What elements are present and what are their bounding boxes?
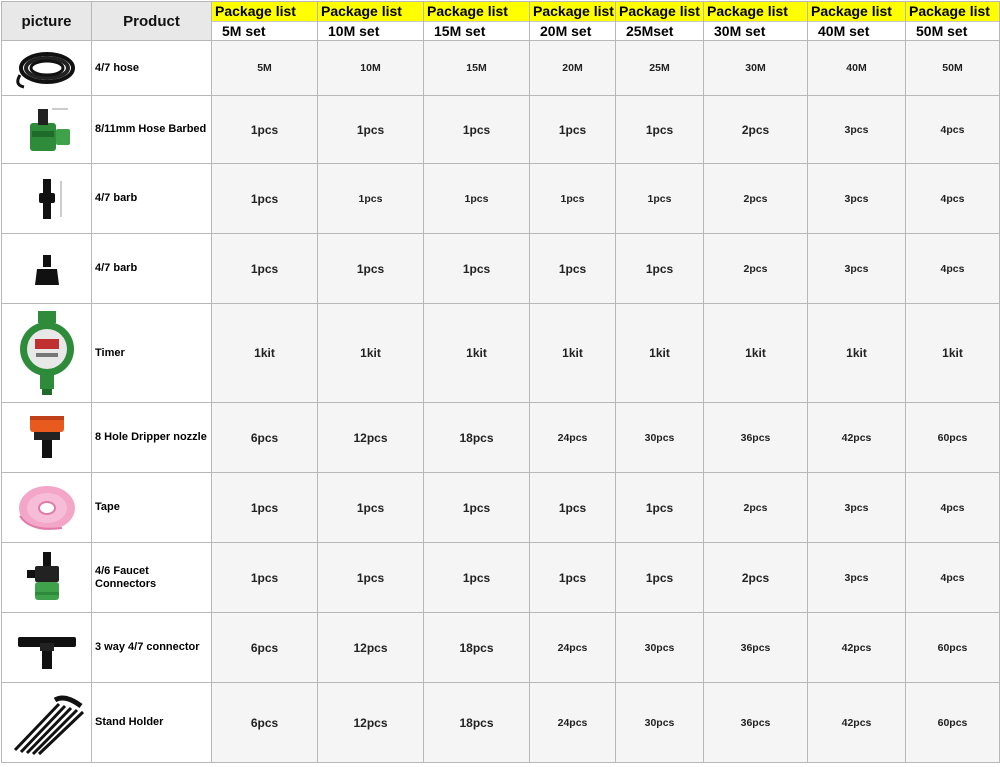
header-row — [2, 2, 1000, 41]
package-list-label: Package list — [212, 2, 317, 22]
product-name: Tape — [92, 473, 212, 543]
quantity-cell: 60pcs — [906, 683, 1000, 763]
quantity-cell: 6pcs — [212, 403, 318, 473]
quantity-cell: 18pcs — [424, 403, 530, 473]
table-row — [2, 403, 1000, 473]
quantity-cell: 1kit — [808, 304, 906, 403]
product-name: 8/11mm Hose Barbed — [92, 96, 212, 164]
quantity-cell: 2pcs — [704, 543, 808, 613]
quantity-cell: 36pcs — [704, 613, 808, 683]
picture-cell — [2, 304, 92, 403]
quantity-cell: 1pcs — [318, 543, 424, 613]
table-row — [2, 304, 1000, 403]
table-row — [2, 234, 1000, 304]
quantity-cell: 1pcs — [616, 96, 704, 164]
quantity-cell: 20M — [530, 41, 616, 96]
quantity-cell: 30M — [704, 41, 808, 96]
quantity-cell: 15M — [424, 41, 530, 96]
quantity-cell: 30pcs — [616, 403, 704, 473]
water-timer-icon — [2, 309, 91, 397]
set-column-header-10m — [318, 2, 424, 41]
package-list-label: Package list — [616, 2, 703, 22]
set-column-header-15m — [424, 2, 530, 41]
quantity-cell: 3pcs — [808, 543, 906, 613]
set-column-header-30m — [704, 2, 808, 41]
quantity-cell: 18pcs — [424, 683, 530, 763]
set-size-label: 50M set — [906, 22, 999, 40]
package-list-label: Package list — [704, 2, 807, 22]
product-name: 4/7 hose — [92, 41, 212, 96]
quantity-cell: 1pcs — [530, 473, 616, 543]
quantity-cell: 1pcs — [212, 96, 318, 164]
hose-coil-icon — [2, 45, 91, 91]
quantity-cell: 4pcs — [906, 543, 1000, 613]
quantity-cell: 42pcs — [808, 683, 906, 763]
quantity-cell: 42pcs — [808, 403, 906, 473]
barb-connector-icon — [2, 169, 91, 229]
picture-cell — [2, 683, 92, 763]
package-list-table — [1, 1, 1000, 763]
picture-cell — [2, 164, 92, 234]
picture-column-header: picture — [2, 2, 92, 41]
quantity-cell: 36pcs — [704, 403, 808, 473]
set-column-header-5m — [212, 2, 318, 41]
quantity-cell: 1pcs — [530, 164, 616, 234]
product-name: Timer — [92, 304, 212, 403]
quantity-cell: 1kit — [530, 304, 616, 403]
picture-cell — [2, 403, 92, 473]
quantity-cell: 60pcs — [906, 613, 1000, 683]
product-name: 3 way 4/7 connector — [92, 613, 212, 683]
quantity-cell: 1pcs — [318, 96, 424, 164]
quantity-cell: 1pcs — [212, 234, 318, 304]
quantity-cell: 5M — [212, 41, 318, 96]
package-list-label: Package list — [906, 2, 999, 22]
quantity-cell: 1kit — [906, 304, 1000, 403]
quantity-cell: 1pcs — [318, 473, 424, 543]
product-column-header: Product — [92, 2, 212, 41]
quantity-cell: 12pcs — [318, 683, 424, 763]
quantity-cell: 24pcs — [530, 683, 616, 763]
quantity-cell: 1pcs — [616, 543, 704, 613]
quantity-cell: 12pcs — [318, 403, 424, 473]
quantity-cell: 2pcs — [704, 164, 808, 234]
quantity-cell: 40M — [808, 41, 906, 96]
picture-cell — [2, 96, 92, 164]
table-row — [2, 41, 1000, 96]
table-row — [2, 683, 1000, 763]
quantity-cell: 1kit — [212, 304, 318, 403]
tape-roll-icon — [2, 478, 91, 538]
set-size-label: 25Mset — [616, 22, 703, 40]
quantity-cell: 24pcs — [530, 403, 616, 473]
quantity-cell: 1pcs — [212, 164, 318, 234]
quantity-cell: 1kit — [704, 304, 808, 403]
quantity-cell: 1pcs — [424, 473, 530, 543]
set-column-header-25m — [616, 2, 704, 41]
set-size-label: 20M set — [530, 22, 615, 40]
quantity-cell: 50M — [906, 41, 1000, 96]
quantity-cell: 1pcs — [424, 234, 530, 304]
product-name: 4/7 barb — [92, 164, 212, 234]
quantity-cell: 30pcs — [616, 613, 704, 683]
set-size-label: 40M set — [808, 22, 905, 40]
table-row — [2, 613, 1000, 683]
quantity-cell: 4pcs — [906, 96, 1000, 164]
quantity-cell: 1pcs — [424, 543, 530, 613]
tee-connector-icon — [2, 623, 91, 673]
quantity-cell: 1kit — [616, 304, 704, 403]
quantity-cell: 42pcs — [808, 613, 906, 683]
set-column-header-50m — [906, 2, 1000, 41]
set-size-label: 10M set — [318, 22, 423, 40]
picture-cell — [2, 234, 92, 304]
quantity-cell: 1pcs — [616, 473, 704, 543]
quantity-cell: 12pcs — [318, 613, 424, 683]
product-name: 4/7 barb — [92, 234, 212, 304]
quantity-cell: 2pcs — [704, 473, 808, 543]
quantity-cell: 2pcs — [704, 96, 808, 164]
set-column-header-40m — [808, 2, 906, 41]
quantity-cell: 10M — [318, 41, 424, 96]
quantity-cell: 4pcs — [906, 473, 1000, 543]
picture-cell — [2, 473, 92, 543]
set-size-label: 15M set — [424, 22, 529, 40]
quantity-cell: 1pcs — [616, 164, 704, 234]
quantity-cell: 1pcs — [212, 543, 318, 613]
set-size-label: 5M set — [212, 22, 317, 40]
table-row — [2, 473, 1000, 543]
picture-cell — [2, 41, 92, 96]
barb-plug-icon — [2, 239, 91, 299]
quantity-cell: 3pcs — [808, 473, 906, 543]
quantity-cell: 18pcs — [424, 613, 530, 683]
package-list-label: Package list — [808, 2, 905, 22]
quantity-cell: 3pcs — [808, 96, 906, 164]
quantity-cell: 4pcs — [906, 164, 1000, 234]
product-name: 8 Hole Dripper nozzle — [92, 403, 212, 473]
package-list-label: Package list — [424, 2, 529, 22]
quantity-cell: 2pcs — [704, 234, 808, 304]
faucet-connector-icon — [2, 548, 91, 608]
quantity-cell: 1kit — [318, 304, 424, 403]
picture-cell — [2, 613, 92, 683]
hose-barbed-adapter-icon — [2, 101, 91, 159]
quantity-cell: 6pcs — [212, 613, 318, 683]
table-row — [2, 543, 1000, 613]
quantity-cell: 36pcs — [704, 683, 808, 763]
package-list-label: Package list — [530, 2, 615, 22]
quantity-cell: 1pcs — [318, 164, 424, 234]
product-name: 4/6 Faucet Connectors — [92, 543, 212, 613]
set-size-label: 30M set — [704, 22, 807, 40]
dripper-nozzle-icon — [2, 408, 91, 468]
quantity-cell: 1pcs — [318, 234, 424, 304]
product-name: Stand Holder — [92, 683, 212, 763]
quantity-cell: 30pcs — [616, 683, 704, 763]
quantity-cell: 3pcs — [808, 234, 906, 304]
quantity-cell: 1pcs — [530, 96, 616, 164]
quantity-cell: 4pcs — [906, 234, 1000, 304]
quantity-cell: 1pcs — [424, 164, 530, 234]
quantity-cell: 1kit — [424, 304, 530, 403]
stand-holder-icon — [2, 690, 91, 756]
quantity-cell: 1pcs — [616, 234, 704, 304]
quantity-cell: 6pcs — [212, 683, 318, 763]
quantity-cell: 25M — [616, 41, 704, 96]
quantity-cell: 24pcs — [530, 613, 616, 683]
set-column-header-20m — [530, 2, 616, 41]
quantity-cell: 3pcs — [808, 164, 906, 234]
quantity-cell: 1pcs — [424, 96, 530, 164]
package-list-label: Package list — [318, 2, 423, 22]
quantity-cell: 60pcs — [906, 403, 1000, 473]
table-row — [2, 96, 1000, 164]
quantity-cell: 1pcs — [530, 234, 616, 304]
quantity-cell: 1pcs — [530, 543, 616, 613]
picture-cell — [2, 543, 92, 613]
table-row — [2, 164, 1000, 234]
quantity-cell: 1pcs — [212, 473, 318, 543]
